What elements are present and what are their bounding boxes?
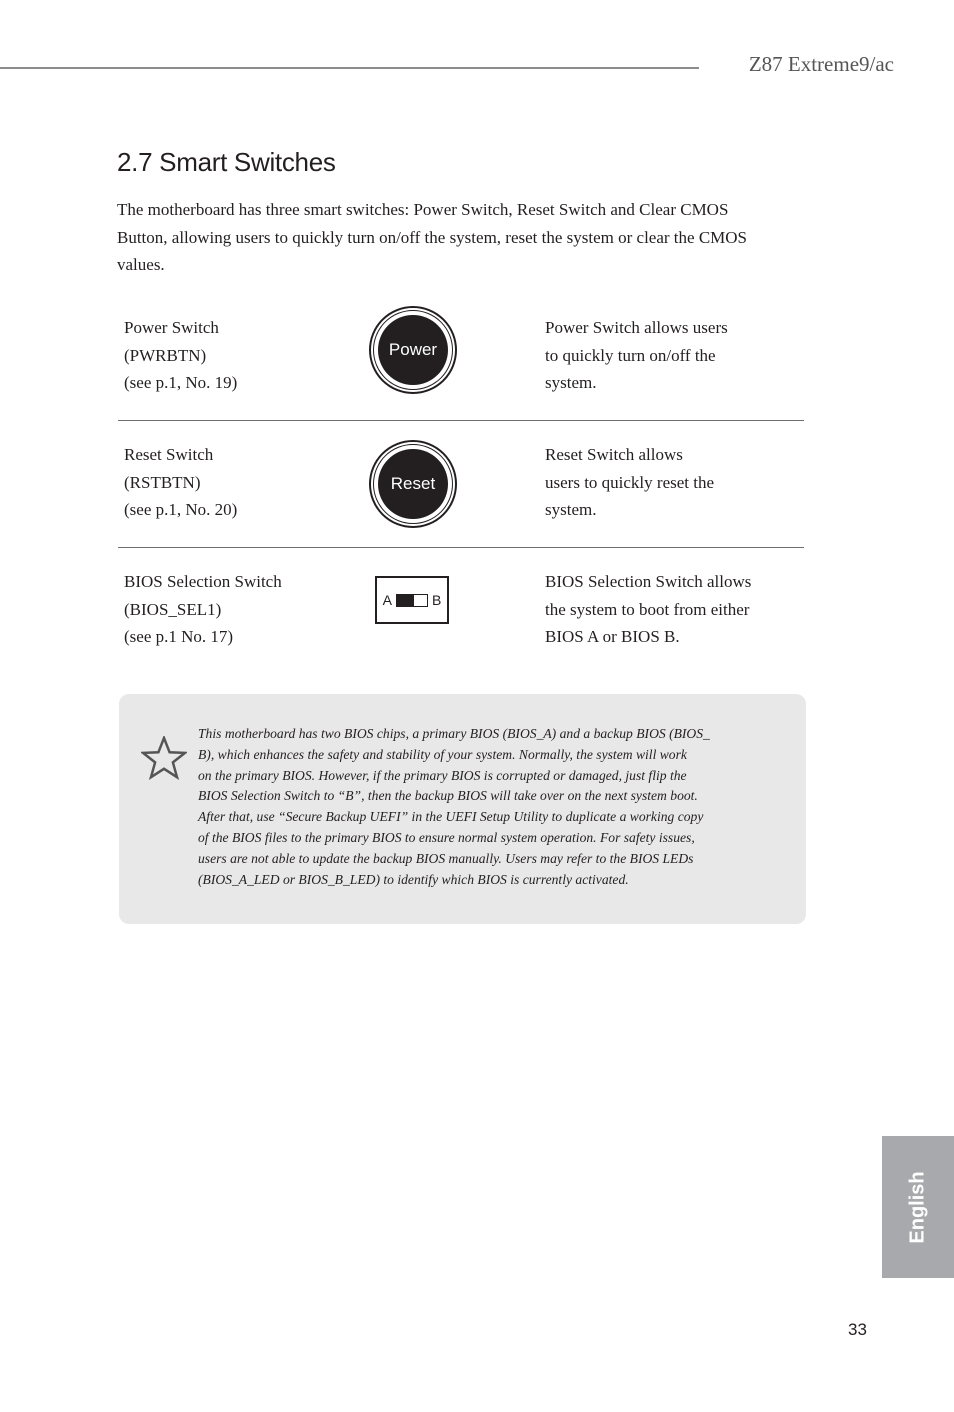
row-desc-line: to quickly turn on/off the bbox=[545, 345, 716, 365]
bios-label-b: B bbox=[432, 592, 442, 608]
row-name-line: (see p.1, No. 20) bbox=[124, 500, 238, 519]
row-name-line: (RSTBTN) bbox=[124, 472, 201, 492]
row-name-line: (BIOS_SEL1) bbox=[124, 599, 222, 619]
bios-label-a: A bbox=[382, 592, 392, 608]
reset-button-ring bbox=[373, 444, 453, 524]
note-line: After that, use “Secure Backup UEFI” in the UEFI Setup Utility to duplicate a working copy bbox=[198, 809, 704, 825]
row-desc-line: the system to boot from either bbox=[545, 599, 750, 619]
row-desc-line: Reset Switch allows bbox=[545, 445, 683, 464]
note-line: users are not able to update the backup BIOS manually. Users may refer to the BIOS LEDs bbox=[198, 850, 694, 866]
note-line: on the primary BIOS. However, if the primary BIOS is corrupted or damaged, just flip the bbox=[198, 767, 687, 783]
row-desc-line: BIOS Selection Switch allows bbox=[545, 572, 752, 591]
star-icon bbox=[141, 736, 187, 780]
reset-switch-row bbox=[118, 421, 804, 548]
power-switch-name bbox=[124, 314, 237, 397]
row-name-line: (PWRBTN) bbox=[124, 345, 207, 365]
note-line: (BIOS_A_LED or BIOS_B_LED) to identify which BIOS is currently activated. bbox=[198, 871, 629, 887]
reset-button-label: Reset bbox=[378, 449, 448, 519]
bios-selector-icon bbox=[375, 576, 449, 624]
section-title: 2.7 Smart Switches bbox=[117, 147, 336, 177]
row-name-line: (see p.1, No. 19) bbox=[124, 373, 238, 392]
language-tab bbox=[882, 1136, 954, 1278]
note-text bbox=[198, 724, 758, 890]
reset-switch-description bbox=[545, 441, 795, 524]
power-button-icon bbox=[369, 306, 457, 394]
row-name-line: BIOS Selection Switch bbox=[124, 572, 282, 591]
power-button-ring bbox=[373, 310, 453, 390]
bios-switch-name bbox=[124, 568, 282, 651]
row-name-line: (see p.1 No. 17) bbox=[124, 627, 234, 646]
bios-switch-row bbox=[118, 548, 804, 658]
note-line: of the BIOS files to the primary BIOS to ensure normal system operation. For safety issues, bbox=[198, 829, 695, 845]
note-line: B), which enhances the safety and stability of your system. Normally, the system will work bbox=[198, 746, 687, 762]
note-box bbox=[119, 694, 806, 924]
note-line: BIOS Selection Switch to “B”, then the backup BIOS will take over on the next system boot. bbox=[198, 788, 698, 804]
row-desc-line: users to quickly reset the bbox=[545, 472, 715, 492]
header-rule bbox=[0, 67, 699, 69]
note-line: This motherboard has two BIOS chips, a primary BIOS (BIOS_A) and a backup BIOS (BIOS_ bbox=[198, 726, 710, 741]
intro-paragraph: The motherboard has three smart switches: Power Switch, Reset Switch and Clear CMOS Button, allowing users to quickly turn on/off the system, reset the system or clear the CMOS values. bbox=[117, 200, 748, 274]
row-name-line: Reset Switch bbox=[124, 445, 214, 464]
power-switch-row bbox=[118, 300, 804, 421]
model-name: Z87 Extreme9/ac bbox=[748, 52, 894, 76]
power-button-label: Power bbox=[378, 315, 448, 385]
power-switch-description bbox=[545, 314, 795, 397]
page-number: 33 bbox=[848, 1320, 867, 1339]
row-desc-line: system. bbox=[545, 373, 597, 392]
reset-switch-name bbox=[124, 441, 237, 524]
row-name-line: Power Switch bbox=[124, 318, 219, 337]
row-desc-line: Power Switch allows users bbox=[545, 318, 728, 337]
bios-slider-icon bbox=[396, 594, 428, 607]
switch-table bbox=[118, 300, 804, 658]
reset-button-icon bbox=[369, 440, 457, 528]
bios-switch-description bbox=[545, 568, 795, 651]
row-desc-line: BIOS A or BIOS B. bbox=[545, 627, 680, 646]
language-tab-label: English bbox=[906, 1170, 929, 1244]
row-desc-line: system. bbox=[545, 500, 597, 519]
